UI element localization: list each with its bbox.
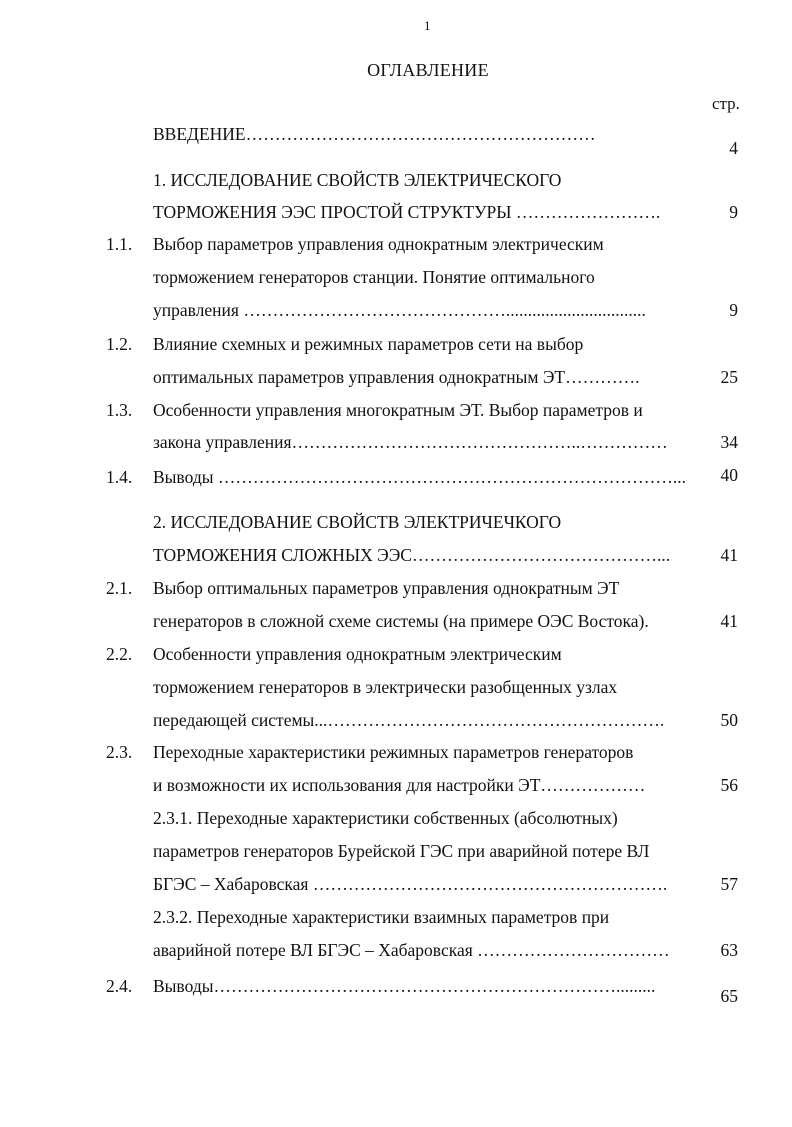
toc-entry-2-1-page: 41	[720, 611, 738, 631]
toc-chapter-2-line-1: 2. ИССЛЕДОВАНИЕ СВОЙСТВ ЭЛЕКТРИЧЕЧКОГО	[153, 512, 562, 532]
toc-entry-2-3-number: 2.3.	[106, 742, 133, 762]
toc-entry-1-3-page: 34	[720, 432, 738, 452]
toc-entry-1-1-line-3: управления ………………………………………................................	[153, 300, 646, 320]
toc-chapter-2-page: 41	[720, 545, 738, 565]
toc-entry-2-1-line-2: генераторов в сложной схеме системы (на примере ОЭС Востока).	[153, 611, 649, 631]
toc-entry-1-3-number: 1.3.	[106, 400, 133, 420]
toc-entry-2-3-line-2: и возможности их использования для настройки ЭТ………………	[153, 775, 646, 795]
toc-entry-1-2-page: 25	[720, 367, 738, 387]
toc-entry-1-3-line-1: Особенности управления многократным ЭТ. Выбор параметров и	[153, 400, 643, 420]
toc-entry-2-3-1-line-3: БГЭС – Хабаровская …………………………………………………….	[153, 874, 668, 894]
toc-entry-2-2-page: 50	[720, 710, 738, 730]
toc-entry-2-3-2-line-1: 2.3.2. Переходные характеристики взаимных параметров при	[153, 907, 610, 927]
toc-entry-1-2-number: 1.2.	[106, 334, 133, 354]
toc-entry-intro-page: 4	[729, 138, 738, 158]
toc-entry-1-3-line-2: закона управления…………………………………………..……………	[153, 432, 668, 452]
toc-entry-1-1-line-2: торможением генераторов станции. Понятие оптимального	[153, 267, 595, 287]
toc-entry-2-3-1-line-2: параметров генераторов Бурейской ГЭС при аварийной потере ВЛ	[153, 841, 650, 861]
toc-entry-2-3-2-page: 63	[720, 940, 738, 960]
toc-entry-2-4-page: 65	[720, 986, 738, 1006]
toc-chapter-1-page: 9	[729, 202, 738, 222]
toc-entry-2-3-page: 56	[720, 775, 738, 795]
page-number: 1	[424, 18, 431, 33]
toc-entry-1-1-page: 9	[729, 300, 738, 320]
toc-entry-1-4-number: 1.4.	[106, 467, 133, 487]
toc-entry-2-1-number: 2.1.	[106, 578, 133, 598]
toc-entry-1-4-page: 40	[720, 465, 738, 485]
toc-chapter-1-line-2: ТОРМОЖЕНИЯ ЭЭС ПРОСТОЙ СТРУКТУРЫ …………………….	[153, 202, 661, 222]
toc-entry-2-2-line-1: Особенности управления однократным электрическим	[153, 644, 562, 664]
toc-entry-intro-line-1: ВВЕДЕНИЕ……………………………………………………	[153, 124, 596, 144]
toc-entry-2-2-line-3: передающей системы...………………………………………………….	[153, 710, 665, 730]
toc-entry-2-4-line-1: Выводы…………………………………………………………….........	[153, 976, 656, 996]
toc-entry-1-2-line-1: Влияние схемных и режимных параметров сети на выбор	[153, 334, 584, 354]
toc-entry-2-3-2-line-2: аварийной потере ВЛ БГЭС – Хабаровская ……………………………	[153, 940, 670, 960]
toc-entry-2-3-line-1: Переходные характеристики режимных параметров генераторов	[153, 742, 634, 762]
toc-entry-1-1-line-1: Выбор параметров управления однократным электрическим	[153, 234, 604, 254]
toc-entry-2-2-line-2: торможением генераторов в электрически разобщенных узлах	[153, 677, 618, 697]
toc-entry-2-2-number: 2.2.	[106, 644, 133, 664]
toc-chapter-1-line-1: 1. ИССЛЕДОВАНИЕ СВОЙСТВ ЭЛЕКТРИЧЕСКОГО	[153, 170, 562, 190]
toc-entry-2-3-1-page: 57	[720, 874, 738, 894]
page-column-header: стр.	[712, 94, 740, 113]
toc-entry-2-1-line-1: Выбор оптимальных параметров управления однократным ЭТ	[153, 578, 620, 598]
toc-entry-1-1-number: 1.1.	[106, 234, 133, 254]
page-title: ОГЛАВЛЕНИЕ	[367, 60, 489, 80]
toc-chapter-2-line-2: ТОРМОЖЕНИЯ СЛОЖНЫХ ЭЭС……………………………………...	[153, 545, 671, 565]
toc-entry-1-2-line-2: оптимальных параметров управления однократным ЭТ………….	[153, 367, 640, 387]
toc-entry-2-4-number: 2.4.	[106, 976, 133, 996]
toc-entry-1-4-line-1: Выводы ……………………………………………………………………...	[153, 467, 686, 487]
toc-entry-2-3-1-line-1: 2.3.1. Переходные характеристики собственных (абсолютных)	[153, 808, 618, 828]
